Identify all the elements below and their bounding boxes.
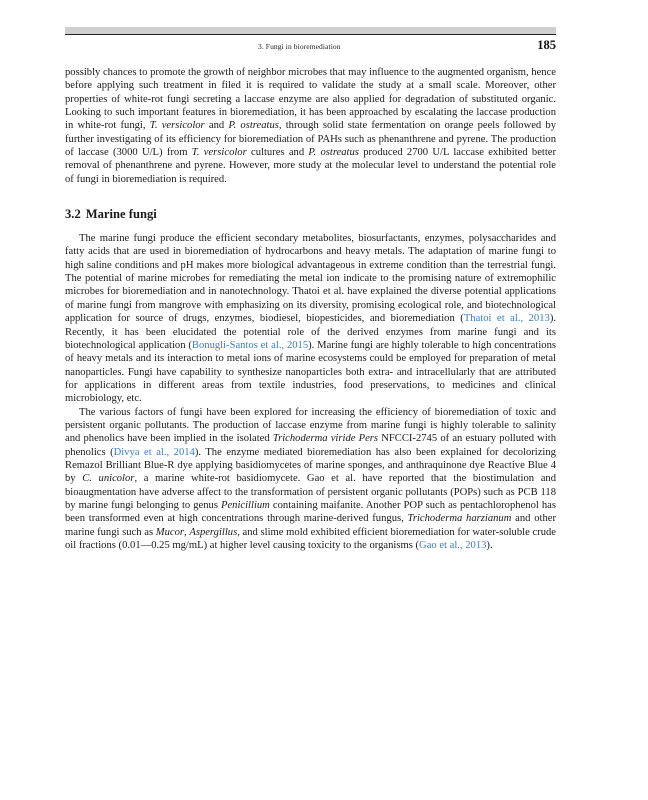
paragraph-continuation: possibly chances to promote the growth of neighbor microbes that may influence to the augmented organism, hence before applying such treatment in filed it is required to validate the study at a small scale. Moreover, other properties of white-rot fungi secreting a laccase enzyme are also applied for degradation of substituted organic. Looking to such important features in bioremediation, it has been approached by escalating the laccase production in white-rot fungi, T. versicolor and P. ostreatus, through solid state fermentation on orange peels followed by further investigating of its efficiency for bioremediation of PAHs such as phenanthrene and pyrene. The production of laccase (3000 U/L) from T. versicolor cultures and P. ostreatus produced 2700 U/L laccase exhibited better removal of phenanthrene and pyrene. However, more study at the molecular level to understand the potential role of fungi in bioremediation is required. (65, 67, 557, 185)
citation-link[interactable]: Gao et al., 2013 (419, 540, 487, 551)
citation-link[interactable]: Thatoi et al., 2013 (463, 313, 550, 325)
species-name: P. ostreatus (228, 120, 279, 132)
species-name: C. unicolor (82, 473, 135, 485)
running-head: 3. Fungi in bioremediation (258, 42, 341, 51)
species-name: P. ostreatus (308, 147, 359, 159)
section-number: 3.2 (65, 207, 81, 222)
species-name: Aspergillus (189, 526, 238, 538)
page-body (65, 66, 556, 552)
species-name: T. versicolor (191, 147, 247, 159)
citation-link[interactable]: Bonugli-Santos et al., 2015 (191, 339, 309, 351)
citation-link[interactable]: Divya et al., 2014 (113, 446, 195, 458)
section-heading (65, 207, 556, 222)
species-name: Trichoderma harzianum (407, 513, 512, 525)
species-name: Penicillium (221, 499, 270, 511)
species-name: Mucor (155, 526, 184, 538)
species-name: T. versicolor (149, 120, 205, 132)
page-number: 185 (537, 38, 556, 52)
section-title: Marine fungi (85, 207, 157, 222)
paragraph-marine-fungi-factors: The various factors of fungi have been explored for increasing the efficiency of bioremediation of toxic and persistent organic pollutants. The production of laccase enzyme from marine fungi is highly tolerable to salinity and phenolics have been implied in the isolated Trichoderma viride Pers NFCCI-2745 of an estuary polluted with phenolics (Divya et al., 2014). The enzyme mediated bioremediation has also been explained for decolorizing Remazol Brilliant Blue-R dye applying basidiomycetes of marine sponges, and anthraquinone dye Reactive Blue 4 by C. unicolor, a marine white-rot basidiomycete. Gao et al. have reported that the biostimulation and bioaugmentation have adverse affect to the transformation of persistent organic pollutants (POPs) such as PCB 118 by marine fungi belonging to genus Penicillium containing maifanite. Another POP such as pentachlorophenol has been transformed even at high concentrations through marine-derived fungus, Trichoderma harzianum and other marine fungi such as Mucor, Aspergillus, and slime mold exhibited efficient bioremediation for water-soluble crude oil fractions (0.01—0.25 mg/mL) at higher level causing toxicity to the organisms (Gao et al., 2013). (65, 406, 556, 551)
species-name: Trichoderma viride Pers (272, 433, 379, 445)
header-shade-bar (65, 27, 556, 34)
header-rule (65, 34, 556, 35)
paragraph-marine-fungi-intro: The marine fungi produce the efficient secondary metabolites, biosurfactants, enzymes, polysaccharides and fatty acids that are used in bioremediation of hydrocarbons and heavy metals. The adaptation of marine fungi to high saline conditions and pH makes more biological advantageous in extreme condition than the terrestrial fungi. The potential of marine microbes for remediating the metal ion indicate to the promising nature of extremophilic microbes for bioremediation and in nanotechnology. Thatoi et al. have explained the diverse potential applications of marine fungi from mangrove with emphasizing on its diversity, promising ecological role, and biotechnological application for source of drugs, enzymes, biodiesel, biopesticides, and bioremediation (Thatoi et al., 2013). Recently, it has been elucidated the potential role of the derived enzymes from marine fungi and its biotechnological application (Bonugli-Santos et al., 2015). Marine fungi are highly tolerable to high concentrations of heavy metals and its interaction to metal ions of marine ecosystems could be employed for preparation of metal nanoparticles. Fungi have capability to synthesize nanoparticles both extra- and intracellularly that are attributed for applications in different areas from textile industries, food preservations, to medicines and clinical microbiology, etc. (65, 233, 557, 405)
